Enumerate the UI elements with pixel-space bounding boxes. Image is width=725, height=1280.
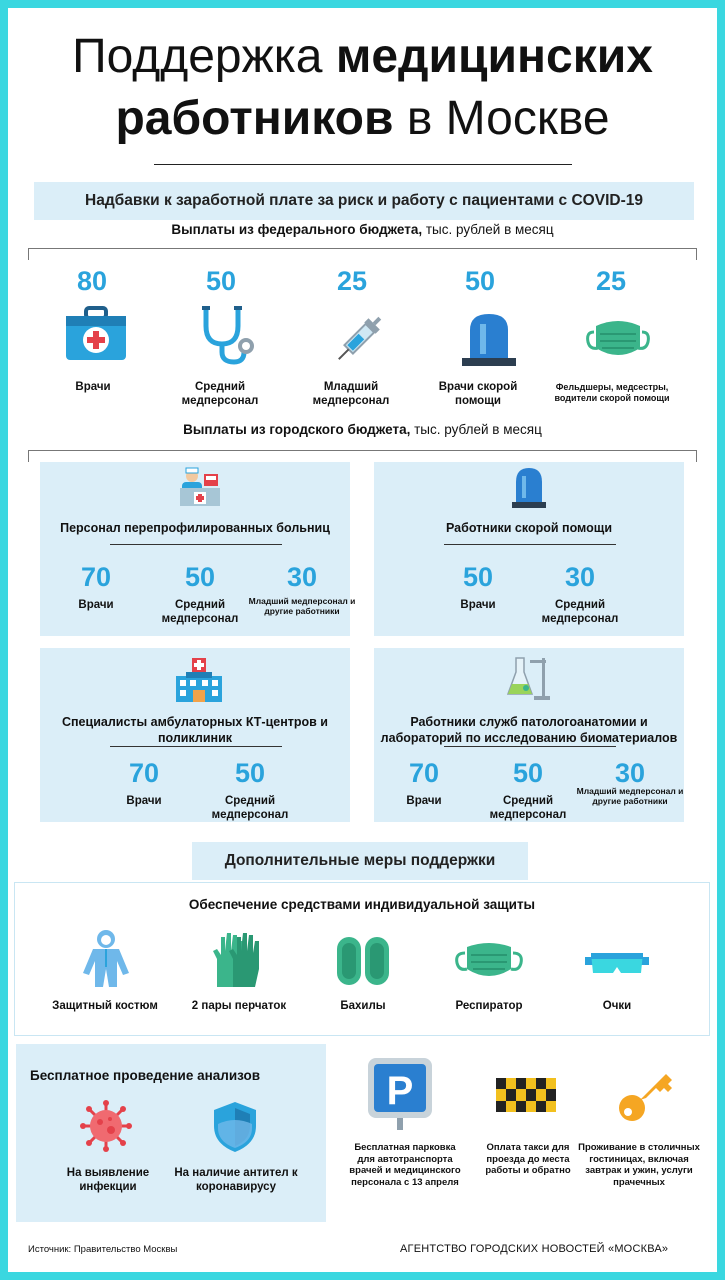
city-value: 70: [128, 758, 160, 788]
syringe-icon: [330, 310, 390, 366]
city-label: Средний медперсонал: [541, 599, 619, 625]
lab-flask-icon: [506, 654, 552, 702]
tests-label: На наличие антител к коронавирусу: [174, 1167, 298, 1193]
title-part-1: Поддержка: [72, 30, 336, 83]
federal-heading-rest: тыс. рублей в месяц: [422, 222, 554, 237]
federal-label: Средний медперсонал: [181, 381, 259, 407]
city-value: 30: [614, 758, 646, 788]
city-card-divider: [444, 544, 616, 545]
title-part-2: медицинских: [335, 30, 653, 83]
title-part-4: в Москве: [393, 92, 610, 145]
federal-value: 25: [336, 266, 368, 296]
federal-label: Врачи скорой помощи: [438, 381, 518, 407]
federal-bracket: [28, 248, 697, 260]
tests-box: [16, 1044, 326, 1222]
federal-label: Врачи: [75, 381, 111, 393]
city-value: 50: [234, 758, 266, 788]
ppe-label: 2 пары перчаток: [191, 1000, 287, 1012]
federal-value: 50: [464, 266, 496, 296]
city-label: Врачи: [126, 795, 162, 807]
city-label: Средний медперсонал: [489, 795, 567, 821]
city-label: Средний медперсонал: [211, 795, 289, 821]
tests-label: На выявление инфекции: [66, 1167, 150, 1193]
city-label: Средний медперсонал: [161, 599, 239, 625]
city-value: 70: [408, 758, 440, 788]
shoe-covers-icon: [335, 935, 391, 987]
taxi-checker-icon: [496, 1078, 556, 1112]
city-heading: [8, 422, 717, 437]
city-label: Младший медперсонал и другие работники: [576, 786, 684, 806]
city-card-ct-centers: [40, 648, 350, 822]
protective-suit-icon: [79, 929, 133, 989]
tests-title: Бесплатное проведение анализов: [30, 1068, 261, 1083]
city-label: Врачи: [460, 599, 496, 611]
title-line-1: [8, 30, 717, 84]
federal-heading-bold: Выплаты из федерального бюджета,: [171, 222, 423, 237]
footer-agency: АГЕНТСТВО ГОРОДСКИХ НОВОСТЕЙ «МОСКВА»: [400, 1243, 669, 1255]
respirator-icon: [455, 939, 523, 985]
siren-light-icon: [510, 466, 548, 510]
federal-value: 25: [595, 266, 627, 296]
ppe-label: Защитный костюм: [52, 1000, 158, 1012]
parking-sign-icon: [368, 1058, 432, 1130]
ppe-title: Обеспечение средствами индивидуальной защиты: [188, 897, 536, 912]
city-label: Врачи: [406, 795, 442, 807]
federal-heading: [8, 222, 717, 237]
medical-mask-icon: [586, 314, 650, 364]
key-icon: [616, 1068, 676, 1124]
city-bracket: [28, 450, 697, 462]
other-label-parking: Бесплатная парковка для автотранспорта врачей и медицинского персонала с 13 апреля: [349, 1142, 461, 1188]
federal-value: 80: [76, 266, 108, 296]
city-value: 50: [184, 562, 216, 592]
parking-sign-letter: P: [386, 1069, 414, 1113]
ppe-label: Респиратор: [455, 1000, 523, 1012]
city-label: Младший медперсонал и другие работники: [248, 596, 356, 616]
gloves-icon: [209, 929, 265, 989]
ppe-label: Бахилы: [340, 1000, 386, 1012]
city-card-title: Специалисты амбулаторных КТ-центров и поликлиник: [61, 715, 328, 745]
federal-label: Фельдшеры, медсестры, водители скорой помощи: [554, 382, 670, 403]
doctor-desk-icon: [178, 466, 222, 508]
infographic: [8, 8, 717, 1272]
city-card-divider: [110, 746, 282, 747]
additional-band: Дополнительные меры поддержки: [192, 842, 528, 880]
virus-icon: [80, 1100, 132, 1152]
city-card-title: Персонал перепрофилированных больниц: [60, 521, 330, 535]
shield-icon: [212, 1100, 258, 1154]
city-value: 50: [512, 758, 544, 788]
city-value: 50: [462, 562, 494, 592]
city-card-title: Работники служб патологоанатомии и лабораторий по исследованию биоматериалов: [380, 715, 678, 745]
siren-light-icon: [458, 308, 520, 368]
city-card-divider: [444, 746, 616, 747]
city-value: 30: [286, 562, 318, 592]
allowance-band: Надбавки к заработной плате за риск и работу с пациентами с COVID-19: [34, 182, 694, 220]
city-label: Врачи: [78, 599, 114, 611]
ppe-box: [14, 882, 710, 1036]
title-part-3: работников: [115, 92, 394, 145]
city-card-hospitals: [40, 462, 356, 636]
city-heading-bold: Выплаты из городского бюджета,: [183, 422, 411, 437]
title-divider: [154, 164, 572, 165]
footer-source: Источник: Правительство Москвы: [28, 1244, 178, 1255]
city-value: 30: [564, 562, 596, 592]
city-value: 70: [80, 562, 112, 592]
other-label-taxi: Оплата такси для проезда до места работы и обратно: [485, 1142, 571, 1176]
first-aid-kit-icon: [64, 306, 128, 362]
city-card-title: Работники скорой помощи: [445, 521, 612, 535]
city-card-divider: [110, 544, 282, 545]
ppe-label: Очки: [602, 1000, 632, 1012]
federal-value: 50: [205, 266, 237, 296]
goggles-icon: [585, 949, 649, 977]
stethoscope-icon: [196, 304, 260, 366]
city-card-ambulance: [374, 462, 684, 636]
city-card-laboratories: [374, 648, 684, 822]
city-heading-rest: тыс. рублей в месяц: [410, 422, 542, 437]
federal-label: Младший медперсонал: [312, 381, 390, 407]
title-line-2: [8, 92, 717, 146]
hospital-building-icon: [174, 658, 224, 704]
other-label-hotel: Проживание в столичных гостиницах, включая завтрак и ужин, услуги прачечных: [578, 1142, 700, 1188]
